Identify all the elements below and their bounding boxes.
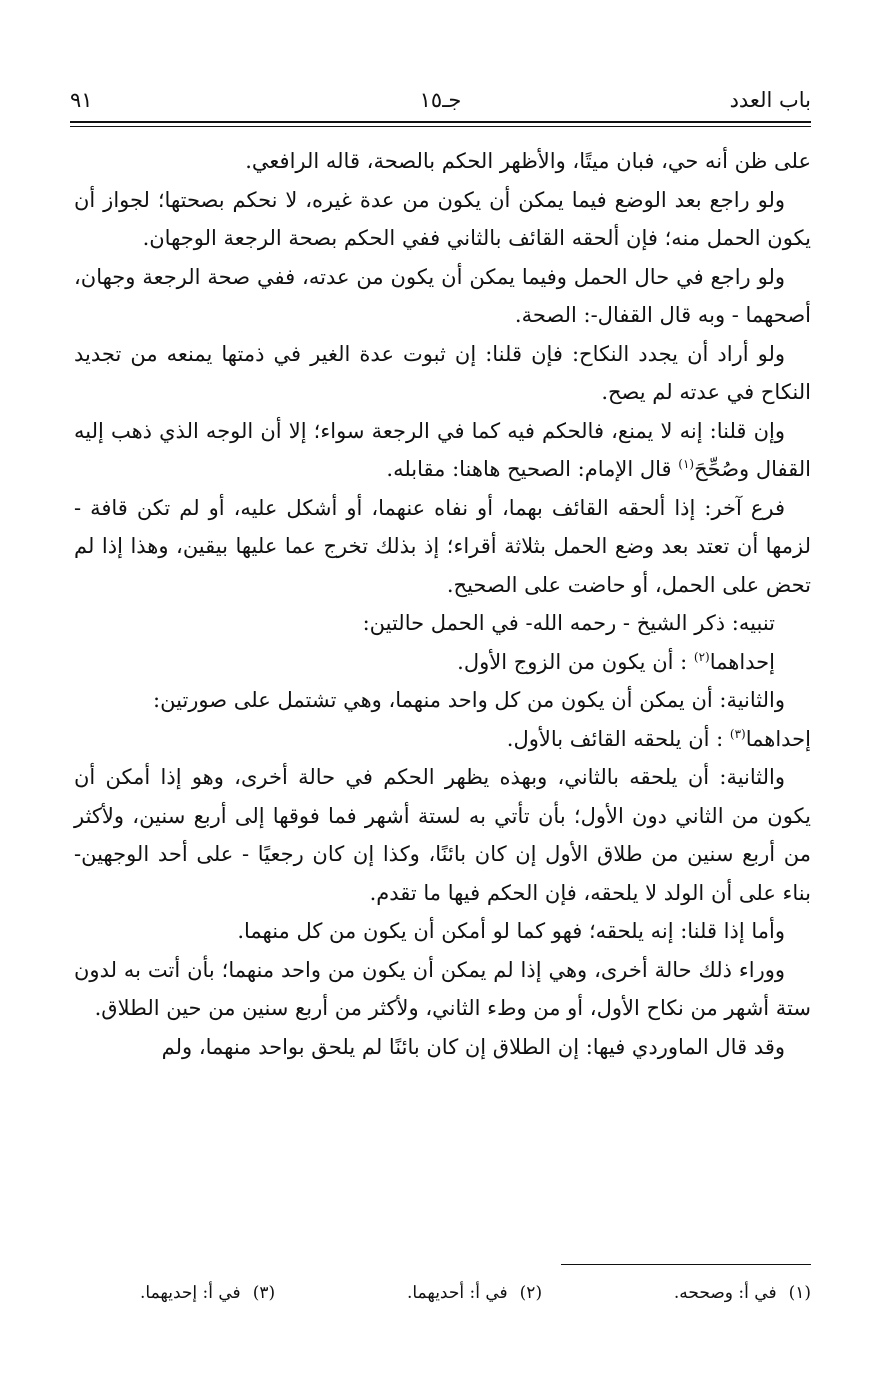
page-number: ٩١ [70,88,93,112]
paragraph-text: إحداهما [745,726,811,751]
footnotes [140,1276,811,1310]
header-rule-thick [70,121,811,123]
paragraph: ووراء ذلك حالة أخرى، وهي إذا لم يمكن أن يكون من واحد منهما؛ بأن أتت به لدون ستة أشهر من نكاح الأول، أو من وطء الثاني، ولأكثر من أربع سنين من حين الطلاق. [74,957,811,1020]
footnote-number: (٣) [252,1283,276,1303]
footnote-marker: (١) [678,457,695,471]
paragraph: على ظن أنه حي، فبان ميتًا، والأظهر الحكم بالصحة، قاله الرافعي. [245,149,811,173]
footnote-1 [674,1276,811,1310]
paragraph-text: : أن يلحقه القائف بالأول. [506,726,730,751]
paragraph-text: : أن يكون من الزوج الأول. [457,649,694,674]
footnote-3 [140,1276,275,1310]
paragraph: وقد قال الماوردي فيها: إن الطلاق إن كان بائنًا لم يلحق بواحد منهما، ولم [161,1034,785,1059]
footnote-text: في أ: أحديهما. [406,1283,508,1303]
header-rule-thin [70,126,811,127]
footnote-marker: (٢) [693,649,710,664]
footnote-separator [561,1264,811,1265]
footnote-2 [407,1276,542,1310]
paragraph-text: إحداهما [709,649,775,674]
paragraph: والثانية: أن يلحقه بالثاني، وبهذه يظهر الحكم في حالة أخرى، وهو إذا أمكن أن يكون من الثاني دون الأول؛ بأن تأتي به لستة أشهر فما فوقها إلى أربع سنين، ولأكثر من أربع سنين من طلاق الأول إن كان بائنًا، وكذا إن كان رجعيًا - على أحد الوجهين- بناء على أن الولد لا يلحقه، فإن الحكم فيها ما تقدم. [74,765,811,905]
paragraph [74,412,811,489]
paragraph: والثانية: أن يمكن أن يكون من كل واحد منهما، وهي تشتمل على صورتين: [153,688,785,712]
paragraph: تنبيه: ذكر الشيخ - رحمه الله- في الحمل حالتين: [362,611,775,635]
footnote-text: في أ: وصححه. [673,1283,777,1303]
paragraph: ولو راجع بعد الوضع فيما يمكن أن يكون من عدة غيره، لا نحكم بصحتها؛ لجواز أن يكون الحمل منه؛ فإن ألحقه القائف بالثاني ففي الحكم بصحة الرجعة الوجهان. [74,187,811,250]
footnote-marker: (٣) [729,726,746,741]
footnote-text: في أ: إحديهما. [140,1283,241,1303]
paragraph: ولو أراد أن يجدد النكاح: فإن قلنا: إن ثبوت عدة الغير في ذمتها يمنعه من تجديد النكاح في عدته لم يصح. [74,341,811,404]
paragraph: ولو راجع في حال الحمل وفيما يمكن أن يكون من عدته، ففي صحة الرجعة وجهان، أصحهما - وبه قال القفال-: الصحة. [74,264,811,327]
volume-label: جـ١٥ [419,88,462,112]
paragraph [74,643,811,682]
running-head [70,84,811,116]
paragraph-text: قال الإمام: الصحيح هاهنا: مقابله. [386,457,679,481]
paragraph: فرع آخر: إذا ألحقه القائف بهما، أو نفاه عنهما، أو أشكل عليه، أو لم تكن قافة - لزمها أن تعتد بعد وضع الحمل بثلاثة أقراء؛ إذ بذلك تخرج عما عليها بيقين، وهذا إذا لم تحض على الحمل، أو حاضت على الصحيح. [74,495,811,597]
footnote-number: (١) [788,1283,811,1303]
chapter-title: باب العدد [729,88,811,112]
paragraph: وأما إذا قلنا: إنه يلحقه؛ فهو كما لو أمكن أن يكون من كل منهما. [237,919,785,943]
footnote-number: (٢) [519,1283,543,1303]
paragraph-text: وإن قلنا: إنه لا يمنع، فالحكم فيه كما في الرجعة سواء؛ إلا أن الوجه الذي ذهب إليه القفال وصُحِّحَ [74,418,811,481]
main-text [74,142,811,1066]
paragraph [74,720,811,759]
